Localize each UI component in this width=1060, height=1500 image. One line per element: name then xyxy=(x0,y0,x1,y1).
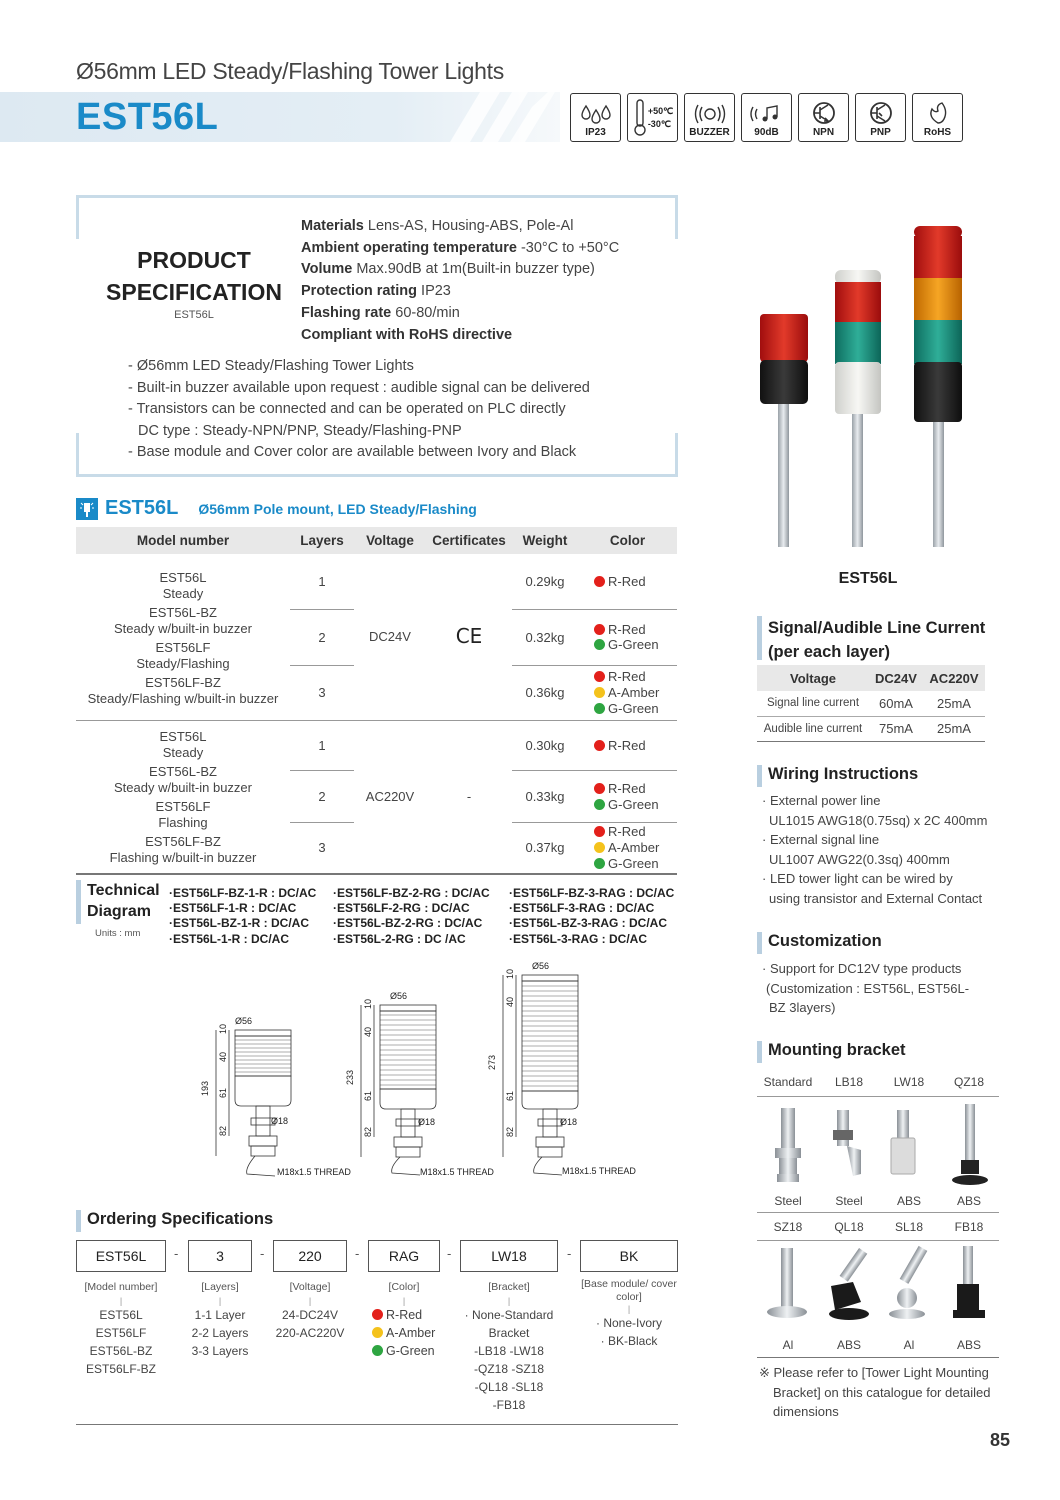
green-dot xyxy=(594,703,605,714)
feature-icons xyxy=(570,93,963,142)
bracket-note: ※ Please refer to [Tower Light Mounting Bracket] on this catalogue for detailed dimensions xyxy=(759,1365,991,1419)
bracket-grid xyxy=(757,1072,999,1358)
wiring-text: · External power line UL1015 AWG18(0.75sq) x 2C 400mm · External signal line UL1007 AWG22(0.3sq) 400mm · LED tower light can be wired by using transistor and External Contact xyxy=(762,793,988,906)
model-name: EST56LF Flashing xyxy=(155,799,211,830)
spec-model: EST56L xyxy=(174,309,214,321)
table-header-row: Model number Layers Voltage Certificates Weight Color xyxy=(76,527,677,554)
rohs-icon: RoHS xyxy=(912,93,963,142)
table-header-row: Voltage DC24V AC220V xyxy=(757,665,985,691)
spec-line: Materials Lens-AS, Housing-ABS, Pole-Al xyxy=(301,218,574,234)
svg-text:10: 10 xyxy=(363,998,373,1009)
temperature-icon: +50℃ -30℃ xyxy=(627,93,678,142)
model-name: EST56L-BZ Steady w/built-in buzzer xyxy=(113,764,252,795)
tower-light-icon xyxy=(76,498,98,520)
signal-header: Signal/Audible Line Current (per each layer) xyxy=(757,616,985,664)
customization-header: Customization xyxy=(757,932,882,954)
svg-text:193: 193 xyxy=(200,1080,210,1096)
ordering-boxes: EST56L - 3 - 220 - RAG - LW18 - BK xyxy=(76,1240,678,1272)
tech-models-col3: ·EST56LF-BZ-3-RAG : DC/AC ·EST56LF-3-RAG : DC/AC ·EST56L-BZ-3-RAG : DC/AC ·EST56L-3-RAG : DC/AC xyxy=(509,886,675,946)
amber-dot xyxy=(594,687,605,698)
table-row: 2 0.32kg R-Red G-Green xyxy=(76,610,677,666)
ip23-icon: IP23 xyxy=(570,93,621,142)
svg-text:61: 61 xyxy=(505,1090,515,1101)
green-dot xyxy=(594,799,605,810)
bracket-header: Mounting bracket xyxy=(757,1041,906,1063)
sound-level-icon: 90dB xyxy=(741,93,792,142)
customization-text: · Support for DC12V type products (Customization : EST56L, EST56L- BZ 3layers) xyxy=(762,961,970,1015)
amber-dot xyxy=(594,842,605,853)
red-dot xyxy=(594,671,605,682)
svg-text:Ø56: Ø56 xyxy=(532,961,550,971)
model-name: EST56L Steady xyxy=(159,729,207,760)
svg-text:Ø56: Ø56 xyxy=(390,991,408,1001)
table-row: Signal line current 60mA 25mA xyxy=(757,691,985,716)
bracket-row1-materials: Steel Steel ABS ABS xyxy=(774,1194,981,1208)
svg-text:61: 61 xyxy=(363,1090,373,1101)
table-row: Audible line current 75mA 25mA xyxy=(757,716,985,741)
svg-text:10: 10 xyxy=(505,968,515,979)
svg-text:Ø56: Ø56 xyxy=(235,1016,253,1026)
page-number: 85 xyxy=(989,1430,1010,1450)
bracket-row2-images xyxy=(757,1244,999,1334)
product-photo xyxy=(752,222,992,552)
order-box-layers: 3 xyxy=(188,1240,252,1272)
model-name: EST56LF Steady/Flashing xyxy=(136,640,230,671)
ordering-bottom-rule xyxy=(76,1424,678,1425)
table-row: EST56L Steady EST56L-BZ Steady w/built-in buzzer EST56LF Flashing EST56LF-BZ Flashing w/built-in buzzer 1 AC220V - 0.30kg R-Red xyxy=(76,721,677,771)
red-dot xyxy=(594,826,605,837)
ce-mark: CE xyxy=(426,554,512,721)
model-name: EST56L Steady xyxy=(159,570,207,601)
model-section-header xyxy=(76,497,477,520)
ordering-details: [Model number] | EST56L EST56LF EST56L-BZ EST56LF-BZ [Layers] | 1-1 Layer 2-2 Layers 3-3 Layers [Voltage] | 24-DC24V 220-AC220V [Color] | R-Red A-Amber G-Green [Bracket] | · None-Standard Bracket -LB18 -LW18 -QZ18 -SZ18 -QL18 -SL18 -FB18 [Base module/ cover color] | · None-Ivory · BK-Black xyxy=(84,1278,677,1412)
green-dot xyxy=(594,858,605,869)
spec-line: Protection rating IP23 xyxy=(301,283,451,300)
spec-list xyxy=(301,216,619,346)
table-row: 3 0.37kg R-Red A-Amber G-Green xyxy=(76,822,677,874)
svg-text:233: 233 xyxy=(345,1069,355,1085)
product-caption: EST56L xyxy=(838,570,898,587)
wiring-header: Wiring Instructions xyxy=(757,765,918,787)
order-box-color: RAG xyxy=(368,1240,440,1272)
model-name: EST56LF-BZ Steady/Flashing w/built-in buzzer xyxy=(87,675,279,706)
pnp-icon: PNP xyxy=(855,93,906,142)
red-dot xyxy=(594,576,605,587)
svg-text:40: 40 xyxy=(218,1051,228,1062)
spec-line: Compliant with RoHS directive xyxy=(301,326,513,343)
page-subtitle: Ø56mm LED Steady/Flashing Tower Lights xyxy=(76,58,504,84)
svg-text:M18x1.5 THREAD: M18x1.5 THREAD xyxy=(420,1167,494,1177)
spec-title: PRODUCT SPECIFICATION xyxy=(106,247,282,305)
technical-header: Technical Diagram Units : mm xyxy=(76,880,160,939)
svg-text:82: 82 xyxy=(505,1126,515,1137)
tech-models-col2: ·EST56LF-BZ-2-RG : DC/AC ·EST56LF-2-RG : DC/AC ·EST56L-BZ-2-RG : DC/AC ·EST56L-2-RG : DC /AC xyxy=(333,886,490,946)
table-row: 2 0.33kg R-Red G-Green xyxy=(76,771,677,823)
bracket-row1-images xyxy=(757,1100,999,1190)
svg-text:Ø18: Ø18 xyxy=(560,1117,578,1127)
order-box-model: EST56L xyxy=(76,1240,166,1272)
model-section-title: EST56L xyxy=(105,497,179,519)
red-dot xyxy=(594,783,605,794)
spec-line: Ambient operating temperature -30°C to +50°C xyxy=(301,239,620,256)
svg-text:M18x1.5 THREAD: M18x1.5 THREAD xyxy=(277,1167,351,1177)
svg-text:Ø18: Ø18 xyxy=(418,1117,436,1127)
buzzer-icon: BUZZER xyxy=(684,93,735,142)
table-row: 3 0.36kg R-Red A-Amber G-Green xyxy=(76,665,677,721)
ordering-header: Ordering Specifications xyxy=(76,1210,273,1232)
spec-line: Flashing rate 60-80/min xyxy=(301,304,460,321)
svg-text:61: 61 xyxy=(218,1087,228,1098)
bracket-row1-names: Standard LB18 LW18 QZ18 xyxy=(763,1075,984,1089)
svg-text:M18x1.5 THREAD: M18x1.5 THREAD xyxy=(562,1166,636,1176)
svg-text:40: 40 xyxy=(363,1026,373,1037)
model-section-subtitle: Ø56mm Pole mount, LED Steady/Flashing xyxy=(198,500,477,517)
svg-text:10: 10 xyxy=(218,1023,228,1034)
red-dot xyxy=(372,1309,383,1320)
svg-text:Ø18: Ø18 xyxy=(271,1116,289,1126)
model-name: EST56L-BZ Steady w/built-in buzzer xyxy=(113,605,252,636)
amber-dot xyxy=(372,1327,383,1338)
order-box-voltage: 220 xyxy=(273,1240,347,1272)
model-name: EST56LF-BZ Flashing w/built-in buzzer xyxy=(109,834,257,865)
table-row: EST56L Steady EST56L-BZ Steady w/built-in buzzer EST56LF Steady/Flashing EST56LF-BZ Steady/Flashing w/built-in buzzer 1 DC24V CE 0.29kg R-Red xyxy=(76,554,677,610)
tech-models-col1: ·EST56LF-BZ-1-R : DC/AC ·EST56LF-1-R : DC/AC ·EST56L-BZ-1-R : DC/AC ·EST56L-1-R : DC/AC xyxy=(169,886,317,946)
drawing-3-layer xyxy=(482,955,662,1190)
svg-text:273: 273 xyxy=(487,1054,497,1070)
svg-text:82: 82 xyxy=(218,1125,228,1136)
bracket-row2-materials: Al ABS Al ABS xyxy=(782,1338,981,1352)
signal-table xyxy=(757,665,985,742)
red-dot xyxy=(594,624,605,635)
bracket-row2-names: SZ18 QL18 SL18 FB18 xyxy=(773,1220,984,1234)
green-dot xyxy=(372,1345,383,1356)
model-table xyxy=(76,527,677,875)
order-box-bracket: LW18 xyxy=(460,1240,558,1272)
green-dot xyxy=(594,639,605,650)
order-box-base-color: BK xyxy=(580,1240,678,1272)
npn-icon: NPN xyxy=(798,93,849,142)
svg-text:40: 40 xyxy=(505,996,515,1007)
page-title: EST56L xyxy=(76,96,219,138)
feature-bullets: - Ø56mm LED Steady/Flashing Tower Lights - Built-in buzzer available upon request : audible signal can be delivered - Transistors can be connected and can be operated on PLC directly DC type : Steady-NPN/PNP, Steady/Flashing-PNP - Base module and Cover color are available between Ivory and Black xyxy=(128,358,590,460)
spec-line: Volume Max.90dB at 1m(Built-in buzzer type) xyxy=(301,261,595,278)
red-dot xyxy=(594,740,605,751)
svg-text:82: 82 xyxy=(363,1126,373,1137)
